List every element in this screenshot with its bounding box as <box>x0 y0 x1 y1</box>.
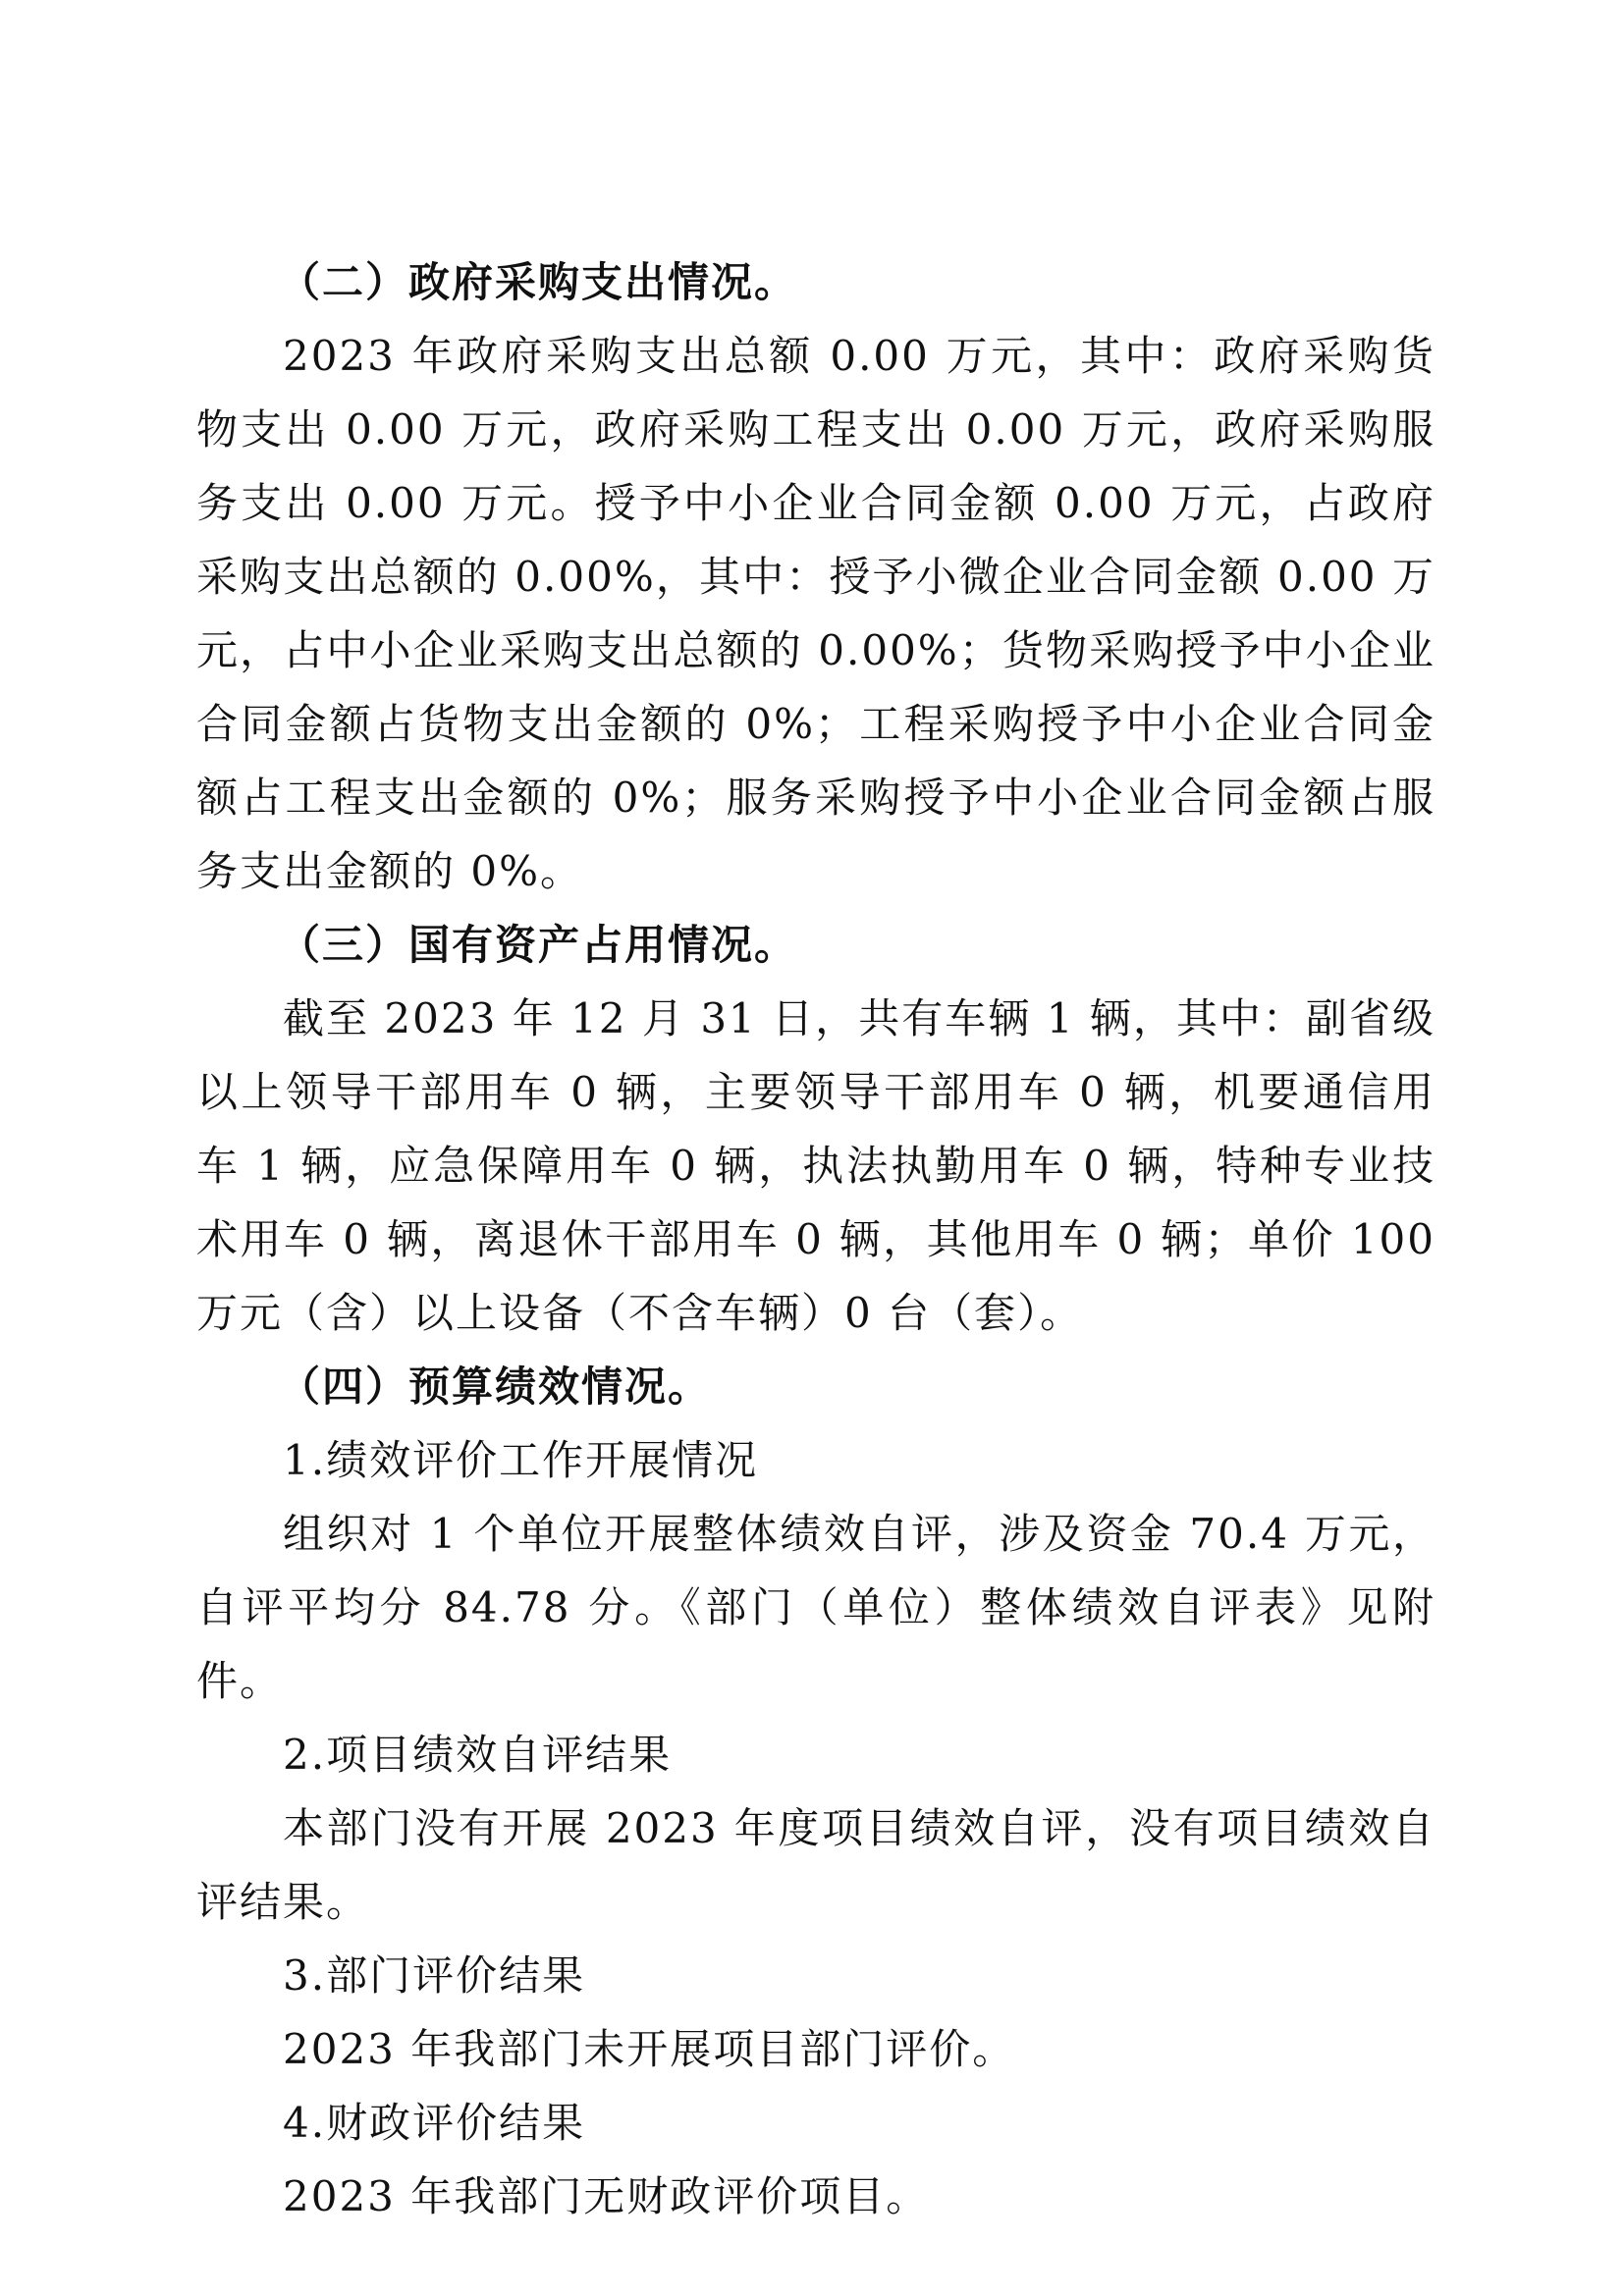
subheading-evaluation-work: 1.绩效评价工作开展情况 <box>283 1436 759 1484</box>
subheading-project-self-evaluation: 2.项目绩效自评结果 <box>283 1731 673 1779</box>
section-heading-government-procurement: （二）政府采购支出情况。 <box>279 258 798 306</box>
document-body <box>196 245 1435 2233</box>
section-heading-state-assets: （三）国有资产占用情况。 <box>279 921 798 969</box>
subheading-finance-evaluation: 4.财政评价结果 <box>283 2099 586 2147</box>
section-heading-budget-performance: （四）预算绩效情况。 <box>279 1362 712 1411</box>
subheading-department-evaluation: 3.部门评价结果 <box>283 1951 586 2000</box>
paragraph-finance-evaluation: 2023 年我部门无财政评价项目。 <box>283 2172 930 2220</box>
paragraph-state-assets: 截至 2023 年 12 月 31 日，共有车辆 1 辆，其中：副省级以上领导干部用车 0 辆，主要领导干部用车 0 辆，机要通信用车 1 辆，应急保障用车 0 辆，执法执勤用车 0 辆，特种专业技术用车 0 辆，离退休干部用车 0 辆，其他用车 0 辆；单价 100 万元（含）以上设备（不含车辆）0 台（套）。 <box>196 994 1435 1337</box>
paragraph-evaluation-work: 组织对 1 个单位开展整体绩效自评，涉及资金 70.4 万元，自评平均分 84.78 分。《部门（单位）整体绩效自评表》见附件。 <box>196 1510 1435 1705</box>
paragraph-project-self-evaluation: 本部门没有开展 2023 年度项目绩效自评，没有项目绩效自评结果。 <box>196 1804 1435 1926</box>
paragraph-government-procurement: 2023 年政府采购支出总额 0.00 万元，其中：政府采购货物支出 0.00 万元，政府采购工程支出 0.00 万元，政府采购服务支出 0.00 万元。授予中小企业合同金额 0.00 万元，占政府采购支出总额的 0.00%，其中：授予小微企业合同金额 0.00 万元，占中小企业采购支出总额的 0.00%；货物采购授予中小企业合同金额占货物支出金额的 0%；工程采购授予中小企业合同金额占工程支出金额的 0%；服务采购授予中小企业合同金额占服务支出金额的 0%。 <box>196 332 1435 895</box>
paragraph-department-evaluation: 2023 年我部门未开展项目部门评价。 <box>283 2025 1016 2073</box>
